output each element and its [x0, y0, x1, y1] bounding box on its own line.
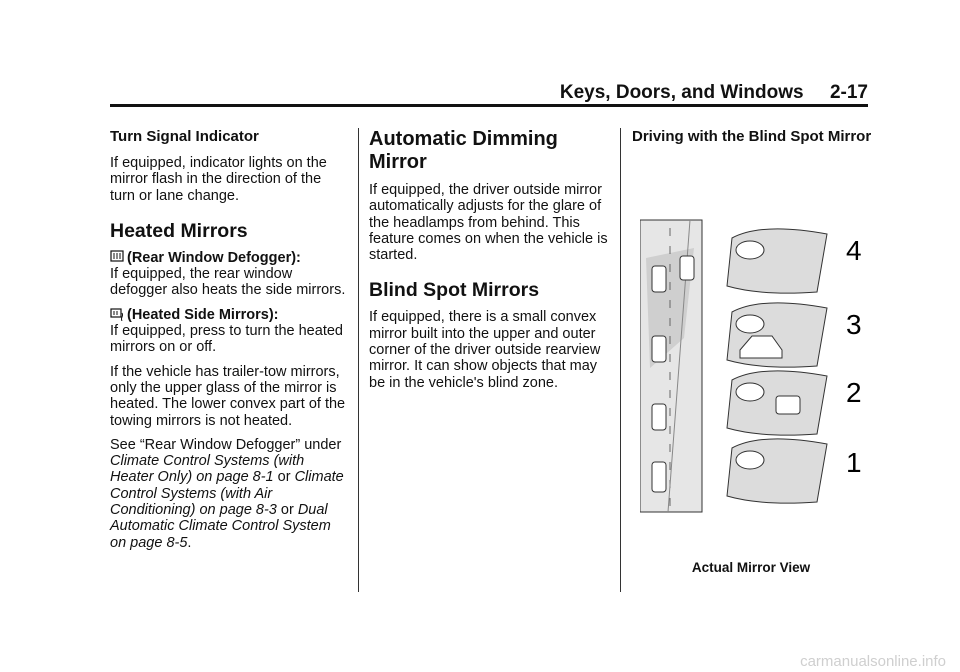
car-icon — [652, 462, 666, 492]
car-icon — [652, 336, 666, 362]
link-dual-climate[interactable]: Dual Automatic Climate Control System on page 8-5 — [110, 502, 331, 551]
turn-signal-body: If equipped, indicator lights on the mirror flash in the direction of the turn or lane change. — [110, 155, 327, 204]
heated-side-body: If equipped, press to turn the heated mirrors on or off. — [110, 323, 343, 356]
mirror-view-4 — [727, 229, 827, 293]
rear-defogger-icon — [110, 250, 124, 264]
column-right — [632, 128, 872, 155]
rear-defogger-body: If equipped, the rear window defogger also heats the side mirrors. — [110, 266, 346, 299]
column-divider — [620, 128, 621, 592]
period: . — [187, 534, 192, 551]
heated-side-entry — [110, 307, 350, 356]
see-prefix: See “Rear Window Defogger” under — [110, 436, 342, 453]
turn-signal-heading: Turn Signal Indicator — [110, 128, 259, 145]
link-climate-heater[interactable]: Climate Control Systems (with Heater Only) on page 8-1 — [110, 453, 305, 486]
car-icon — [776, 396, 800, 414]
car-icon — [652, 404, 666, 430]
trailer-tow-body: If the vehicle has trailer-tow mirrors, only the upper glass of the mirror is heated. The lower convex part of the towing mirrors is not heated. — [110, 363, 346, 429]
header-title: Keys, Doors, and Windows 2-17 — [559, 82, 868, 103]
step-number-2: 2 — [846, 377, 862, 408]
mirror-view-3 — [727, 303, 827, 367]
car-icon — [652, 266, 666, 292]
column-middle — [369, 128, 611, 399]
blind-spot-heading: Blind Spot Mirrors — [369, 279, 540, 302]
or-text: or — [273, 469, 295, 486]
watermark: carmanualsonline.info — [800, 653, 946, 670]
step-number-4: 4 — [846, 235, 862, 266]
car-icon — [680, 256, 694, 280]
column-left — [110, 128, 350, 559]
rear-defogger-label: (Rear Window Defogger): — [127, 249, 301, 266]
auto-dimming-heading: Automatic Dimming Mirror — [369, 128, 558, 173]
step-number-3: 3 — [846, 309, 862, 340]
column-divider — [358, 128, 359, 592]
mirror-view-1 — [727, 439, 827, 503]
or-text: or — [276, 502, 298, 519]
auto-dimming-body: If equipped, the driver outside mirror automatically adjusts for the glare of the headlamps from behind. This feature comes on when the vehicle is started. — [369, 182, 608, 264]
driving-blind-spot-heading: Driving with the Blind Spot Mirror — [632, 128, 872, 145]
blind-spot-body: If equipped, there is a small convex mirror built into the upper and outer corner of the driver outside rearview mirror. It can show objects that may be in the vehicle's blind zone. — [369, 309, 601, 391]
figure-caption: Actual Mirror View — [691, 560, 811, 575]
mirror-view-2 — [727, 371, 827, 435]
road-overview — [640, 220, 702, 512]
rear-defogger-entry — [110, 250, 350, 299]
see-reference — [110, 437, 350, 551]
link-climate-ac[interactable]: Climate Control Systems (with Air Conditioning) on page 8-3 — [110, 469, 344, 519]
page-header — [110, 80, 868, 107]
blind-spot-illustration — [640, 218, 870, 514]
heated-mirror-icon — [110, 307, 124, 321]
heated-side-label: (Heated Side Mirrors): — [127, 306, 279, 323]
step-number-1: 1 — [846, 447, 862, 478]
heated-mirrors-heading: Heated Mirrors — [110, 219, 248, 242]
